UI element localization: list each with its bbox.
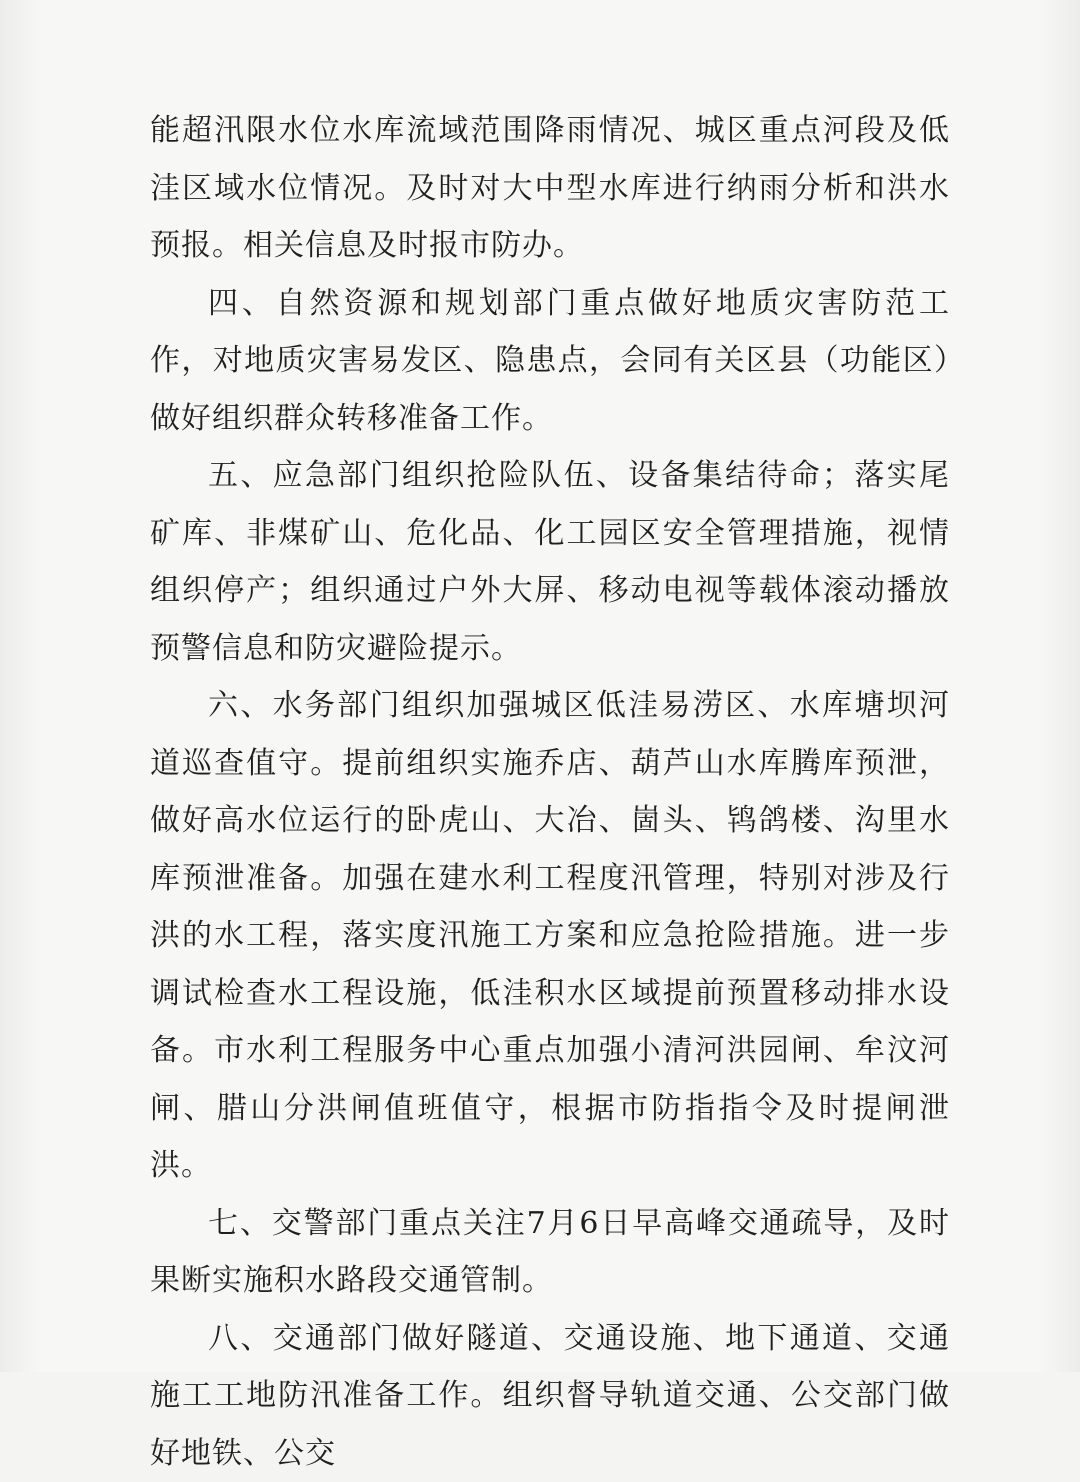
paragraph-item-8: 八、交通部门做好隧道、交通设施、地下通道、交通施工工地防汛准备工作。组织督导轨道交通、公交部门做好地铁、公交 [150,1310,950,1482]
paragraph-item-7: 七、交警部门重点关注7月6日早高峰交通疏导，及时果断实施积水路段交通管制。 [150,1195,950,1310]
paragraph-item-5: 五、应急部门组织抢险队伍、设备集结待命；落实尾矿库、非煤矿山、危化品、化工园区安全管理措施，视情组织停产；组织通过户外大屏、移动电视等载体滚动播放预警信息和防灾避险提示。 [150,447,950,677]
paragraph-item-6: 六、水务部门组织加强城区低洼易涝区、水库塘坝河道巡查值守。提前组织实施乔店、葫芦山水库腾库预泄，做好高水位运行的卧虎山、大冶、崮头、鸨鸽楼、沟里水库预泄准备。加强在建水利工程度汛管理，特别对涉及行洪的水工程，落实度汛施工方案和应急抢险措施。进一步调试检查水工程设施，低洼积水区域提前预置移动排水设备。市水利工程服务中心重点加强小清河洪园闸、牟汶河闸、腊山分洪闸值班值守，根据市防指指令及时提闸泄洪。 [150,677,950,1195]
paragraph-item-4: 四、自然资源和规划部门重点做好地质灾害防范工作，对地质灾害易发区、隐患点，会同有关区县（功能区）做好组织群众转移准备工作。 [150,275,950,448]
paragraph-continuation: 能超汛限水位水库流域范围降雨情况、城区重点河段及低洼区域水位情况。及时对大中型水库进行纳雨分析和洪水预报。相关信息及时报市防办。 [150,102,950,275]
document-body [150,102,950,1482]
